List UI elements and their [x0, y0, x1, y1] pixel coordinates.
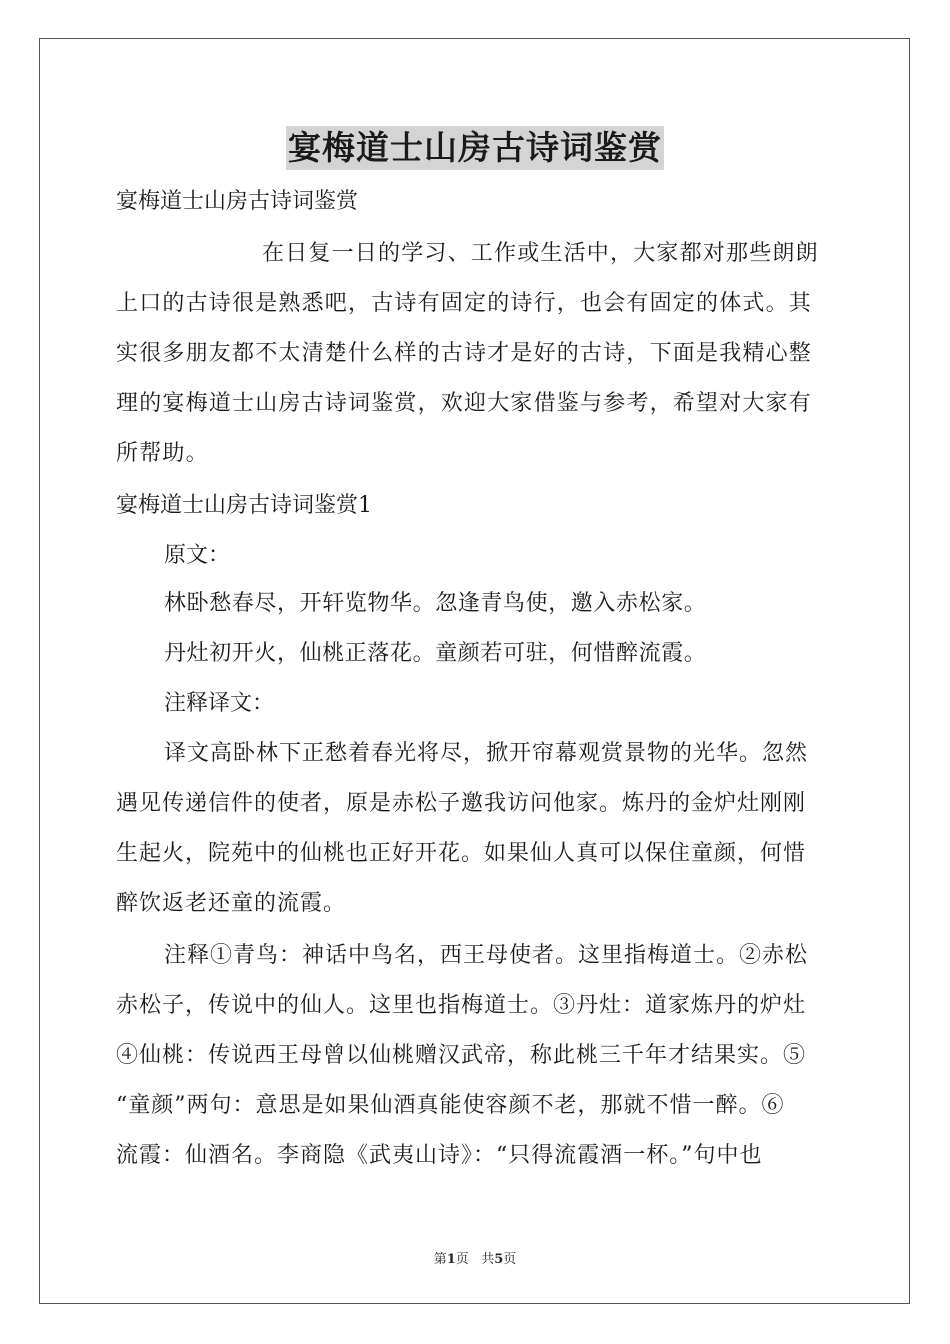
total-suffix: 页: [503, 1252, 517, 1267]
page-suffix: 页: [455, 1252, 469, 1267]
intro-line: 所帮助。: [116, 441, 209, 466]
subtitle: 宴梅道士山房古诗词鉴赏: [116, 189, 359, 214]
original-label: 原文：: [164, 543, 231, 568]
translation-line: 遇见传递信件的使者，原是赤松子邀我访问他家。炼丹的金炉灶刚刚: [116, 791, 807, 816]
title-container: [0, 126, 950, 170]
intro-line: 在日复一日的学习、工作或生活中，大家都对那些朗朗: [262, 241, 819, 266]
total-pages: 5: [494, 1252, 504, 1267]
page-number: 1: [446, 1252, 456, 1267]
translation-line: 生起火，院苑中的仙桃也正好开花。如果仙人真可以保住童颜，何惜: [116, 841, 807, 866]
poem-line: 丹灶初开火，仙桃正落花。童颜若可驻，何惜醉流霞。: [164, 641, 707, 666]
poem-line: 林卧愁春尽，开轩览物华。忽逢青鸟使，邀入赤松家。: [164, 591, 707, 616]
translation-line: 醉饮返老还童的流霞。: [116, 891, 347, 916]
page-footer: [0, 1248, 950, 1267]
annotation-line: 流霞：仙酒名。李商隐《武夷山诗》：“只得流霞酒一杯。”句中也: [116, 1143, 763, 1168]
document-title: 宴梅道士山房古诗词鉴赏: [286, 126, 664, 170]
intro-line: 理的宴梅道士山房古诗词鉴赏，欢迎大家借鉴与参考，希望对大家有: [116, 391, 813, 416]
intro-line: 实很多朋友都不太清楚什么样的古诗才是好的古诗，下面是我精心整: [116, 341, 813, 366]
intro-line: 上口的古诗很是熟悉吧，古诗有固定的诗行，也会有固定的体式。其: [116, 291, 813, 316]
annotation-line: 赤松子，传说中的仙人。这里也指梅道士。③丹灶：道家炼丹的炉灶: [116, 993, 807, 1018]
section-heading: 宴梅道士山房古诗词鉴赏1: [116, 493, 372, 518]
translation-line: 译文高卧林下正愁着春光将尽，掀开帘幕观赏景物的光华。忽然: [164, 741, 809, 766]
annotation-line: ④仙桃：传说西王母曾以仙桃赠汉武帝，称此桃三千年才结果实。⑤: [116, 1043, 807, 1068]
page-prefix: 第: [433, 1252, 447, 1267]
annotation-line: 注释①青鸟：神话中鸟名，西王母使者。这里指梅道士。②赤松: [164, 943, 809, 968]
notes-label: 注释译文：: [164, 691, 275, 716]
total-prefix: 共: [481, 1252, 495, 1267]
annotation-line: “童颜”两句：意思是如果仙酒真能使容颜不老，那就不惜一醉。⑥: [116, 1093, 785, 1118]
